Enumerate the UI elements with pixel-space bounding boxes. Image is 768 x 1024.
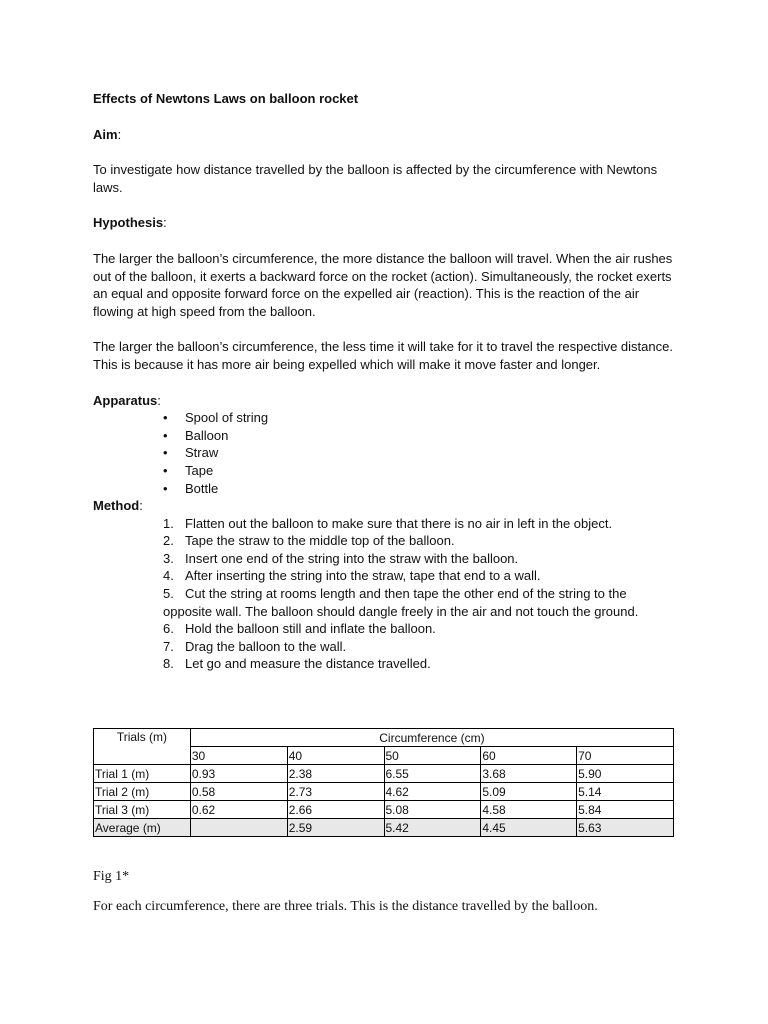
method-step xyxy=(163,550,675,568)
table-cell: 4.62 xyxy=(384,783,481,801)
table-cell: 3.68 xyxy=(481,765,577,783)
table-cell: 5.42 xyxy=(384,819,481,837)
step-number: 1. xyxy=(163,515,174,531)
table-row xyxy=(94,801,674,819)
aim-text: To investigate how distance travelled by the balloon is affected by the circumference with Newtons laws. xyxy=(93,162,658,195)
table-cell: 5.09 xyxy=(481,783,577,801)
list-item: • Straw xyxy=(163,444,675,462)
table-cell: 5.84 xyxy=(577,801,674,819)
table-row xyxy=(94,765,674,783)
apparatus-heading: Apparatus: xyxy=(93,392,161,408)
row-label: Average (m) xyxy=(94,819,191,837)
hypothesis-heading-text: Hypothesis xyxy=(93,215,164,231)
step-text: After inserting the string into the straw, tape that end to a wall. xyxy=(185,568,541,584)
circumference-cell: 60 xyxy=(481,747,577,765)
method-heading: Method: xyxy=(93,498,143,514)
step-number: 3. xyxy=(163,550,174,566)
table-cell: 2.66 xyxy=(287,801,384,819)
document-title: Effects of Newtons Laws on balloon rocket xyxy=(93,91,359,106)
table-cell: 6.55 xyxy=(384,765,481,783)
row-label: Trial 2 (m) xyxy=(94,783,191,801)
aim-heading: Aim: xyxy=(93,126,122,142)
apparatus-heading-text: Apparatus xyxy=(93,392,158,408)
method-step xyxy=(163,532,675,550)
results-table xyxy=(93,728,674,837)
column-header-cell: Circumference (cm) xyxy=(190,729,673,747)
circumference-cell: 50 xyxy=(384,747,481,765)
table-cell xyxy=(190,819,287,837)
step-text: Hold the balloon still and inflate the balloon. xyxy=(185,621,436,637)
table-cell: 5.14 xyxy=(577,783,674,801)
table-row-average xyxy=(94,819,674,837)
method-steps xyxy=(93,515,675,673)
table-cell: 2.59 xyxy=(287,819,384,837)
list-item: • Tape xyxy=(163,462,675,480)
step-text: Insert one end of the string into the straw with the balloon. xyxy=(185,550,519,566)
table-cell: 0.93 xyxy=(190,765,287,783)
list-item: • Balloon xyxy=(163,427,675,445)
table-cell: 5.63 xyxy=(577,819,674,837)
method-step xyxy=(163,567,675,585)
method-heading-text: Method xyxy=(93,498,140,514)
step-text: Flatten out the balloon to make sure that there is no air in left in the object. xyxy=(185,515,613,531)
figure-caption: For each circumference, there are three trials. This is the distance travelled by the balloon. xyxy=(93,899,598,914)
row-label: Trial 1 (m) xyxy=(94,765,191,783)
step-number: 5. xyxy=(163,586,174,602)
method-step xyxy=(163,585,675,620)
method-step xyxy=(163,638,675,656)
table-cell: 0.58 xyxy=(190,783,287,801)
table-cell: 5.08 xyxy=(384,801,481,819)
step-text: Tape the straw to the middle top of the balloon. xyxy=(185,533,455,549)
table-cell: 5.90 xyxy=(577,765,674,783)
hypothesis-heading: Hypothesis: xyxy=(93,215,167,231)
step-text: Drag the balloon to the wall. xyxy=(185,638,347,654)
table-cell: 4.45 xyxy=(481,819,577,837)
row-header-cell: Trials (m) xyxy=(94,729,191,765)
table-row xyxy=(94,783,674,801)
table-cell: 2.73 xyxy=(287,783,384,801)
hypothesis-paragraph-2: The larger the balloon’s circumference, the less time it will take for it to travel the respective distance. This is because it has more air being expelled which will make it move faster and longer. xyxy=(93,339,673,372)
list-item: • Bottle xyxy=(163,480,675,498)
list-item: • Spool of string xyxy=(163,409,675,427)
method-step xyxy=(163,655,675,673)
apparatus-list xyxy=(93,409,675,497)
step-number: 4. xyxy=(163,568,174,584)
row-label: Trial 3 (m) xyxy=(94,801,191,819)
table-cell: 0.62 xyxy=(190,801,287,819)
circumference-cell: 40 xyxy=(287,747,384,765)
method-step xyxy=(163,620,675,638)
step-number: 6. xyxy=(163,621,174,637)
table-cell: 4.58 xyxy=(481,801,577,819)
step-text: Cut the string at rooms length and then tape the other end of the string to the opposite wall. The balloon should dangle freely in the air and not touch the ground. xyxy=(163,586,639,619)
step-number: 7. xyxy=(163,638,174,654)
method-step xyxy=(163,515,675,533)
figure-label: Fig 1* xyxy=(93,869,130,884)
step-number: 8. xyxy=(163,656,174,672)
table-cell: 2.38 xyxy=(287,765,384,783)
circumference-cell: 30 xyxy=(190,747,287,765)
step-text: Let go and measure the distance travelled. xyxy=(185,656,431,672)
circumference-cell: 70 xyxy=(577,747,674,765)
document-body xyxy=(93,90,675,673)
hypothesis-paragraph-1: The larger the balloon’s circumference, the more distance the balloon will travel. When the air rushes out of the balloon, it exerts a backward force on the rocket (action). Simultaneously, the rocket exerts an equal and opposite forward force on the expelled air (reaction). This is the reaction of the air flowing at high speed from the balloon. xyxy=(93,250,673,319)
aim-heading-text: Aim xyxy=(93,126,118,142)
table-header-row xyxy=(94,729,674,747)
step-number: 2. xyxy=(163,533,174,549)
